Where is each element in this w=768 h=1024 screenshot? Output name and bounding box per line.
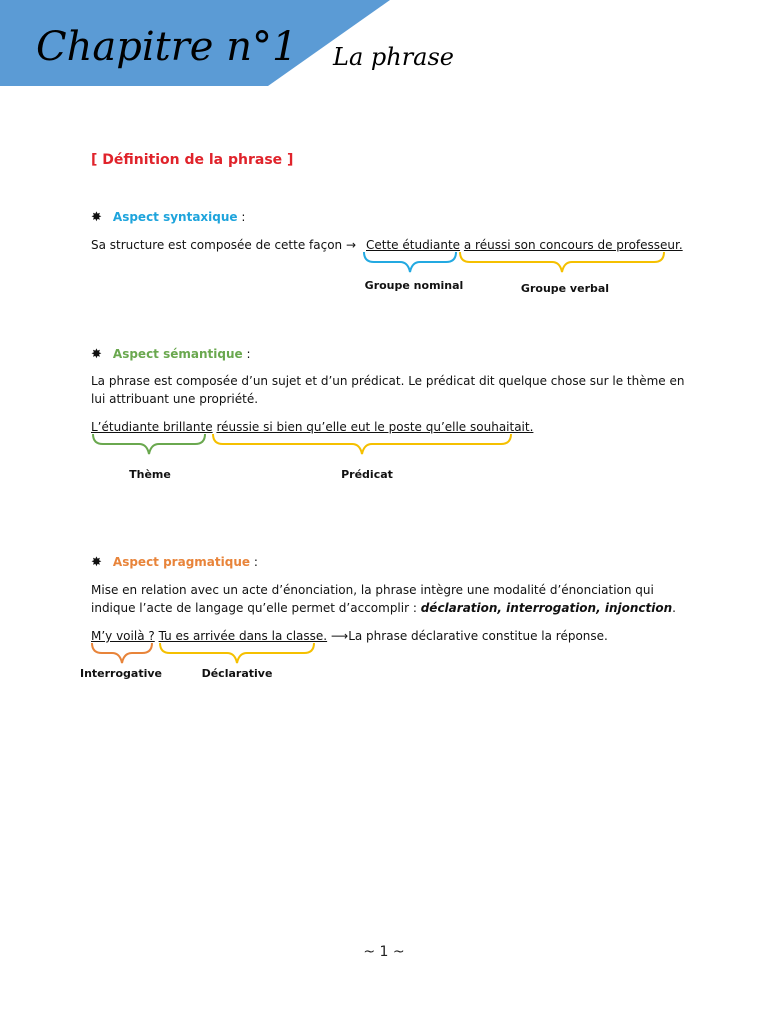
brace-groupe-nominal [362,250,458,274]
label-predicat: Prédicat [341,468,393,481]
heading-colon: : [242,347,251,361]
label-groupe-nominal: Groupe nominal [364,279,464,292]
page-number: ~ 1 ~ [363,944,405,960]
aspect-semantique-title: Aspect sémantique [112,347,243,361]
aspect-pragmatique-heading [91,553,258,572]
sentence-declarative: Tu es arrivée dans la classe. [158,629,328,643]
chapter-title: Chapitre n°1 [36,24,298,70]
chapter-subtitle: La phrase [333,43,454,71]
label-theme: Thème [129,468,171,481]
label-groupe-verbal: Groupe verbal [520,282,610,295]
sentence-group-nominal: Cette étudiante [366,238,461,252]
brace-interrogative [90,641,154,665]
sentence-interrogative: M’y voilà ? [91,629,155,643]
pragmatique-paragraph [91,581,691,617]
brace-theme [91,432,207,456]
brace-declarative [158,641,316,665]
label-declarative: Déclarative [201,667,273,680]
heading-colon: : [237,210,246,224]
label-interrogative: Interrogative [79,667,163,680]
pragmatique-paragraph-end: . [672,601,676,615]
pragmatique-modalities: déclaration, interrogation, injonction [420,601,673,615]
aspect-semantique-heading [91,345,251,364]
aspect-syntaxique-title: Aspect syntaxique [112,210,238,224]
sentence-predicat: réussie si bien qu’elle eut le poste qu’elle souhaitait. [216,420,534,434]
pragmatique-paragraph-start: Mise en relation avec un acte d’énonciation, la phrase intègre une modalité d’énonciation qui indique l’acte de langage qu’elle permet d’accomplir : [91,583,654,615]
brace-groupe-verbal [458,250,666,274]
pragmatique-note: ⟶La phrase déclarative constitue la réponse. [331,629,608,643]
semantique-paragraph: La phrase est composée d’un sujet et d’un prédicat. Le prédicat dit quelque chose sur le thème en lui attribuant une propriété. [91,374,685,406]
bullet-star-icon: ✸ [91,210,102,225]
aspect-syntaxique-heading [91,208,245,227]
bullet-star-icon: ✸ [91,555,102,570]
bullet-star-icon: ✸ [91,347,102,362]
aspect-pragmatique-title: Aspect pragmatique [112,555,251,569]
heading-colon: : [250,555,258,569]
section-title: [ Définition de la phrase ] [91,152,294,168]
brace-predicat [211,432,513,456]
syntaxique-intro: Sa structure est composée de cette façon → [91,238,357,252]
sentence-group-verbal: a réussi son concours de professeur. [463,238,683,252]
sentence-theme: L’étudiante brillante [91,420,213,434]
